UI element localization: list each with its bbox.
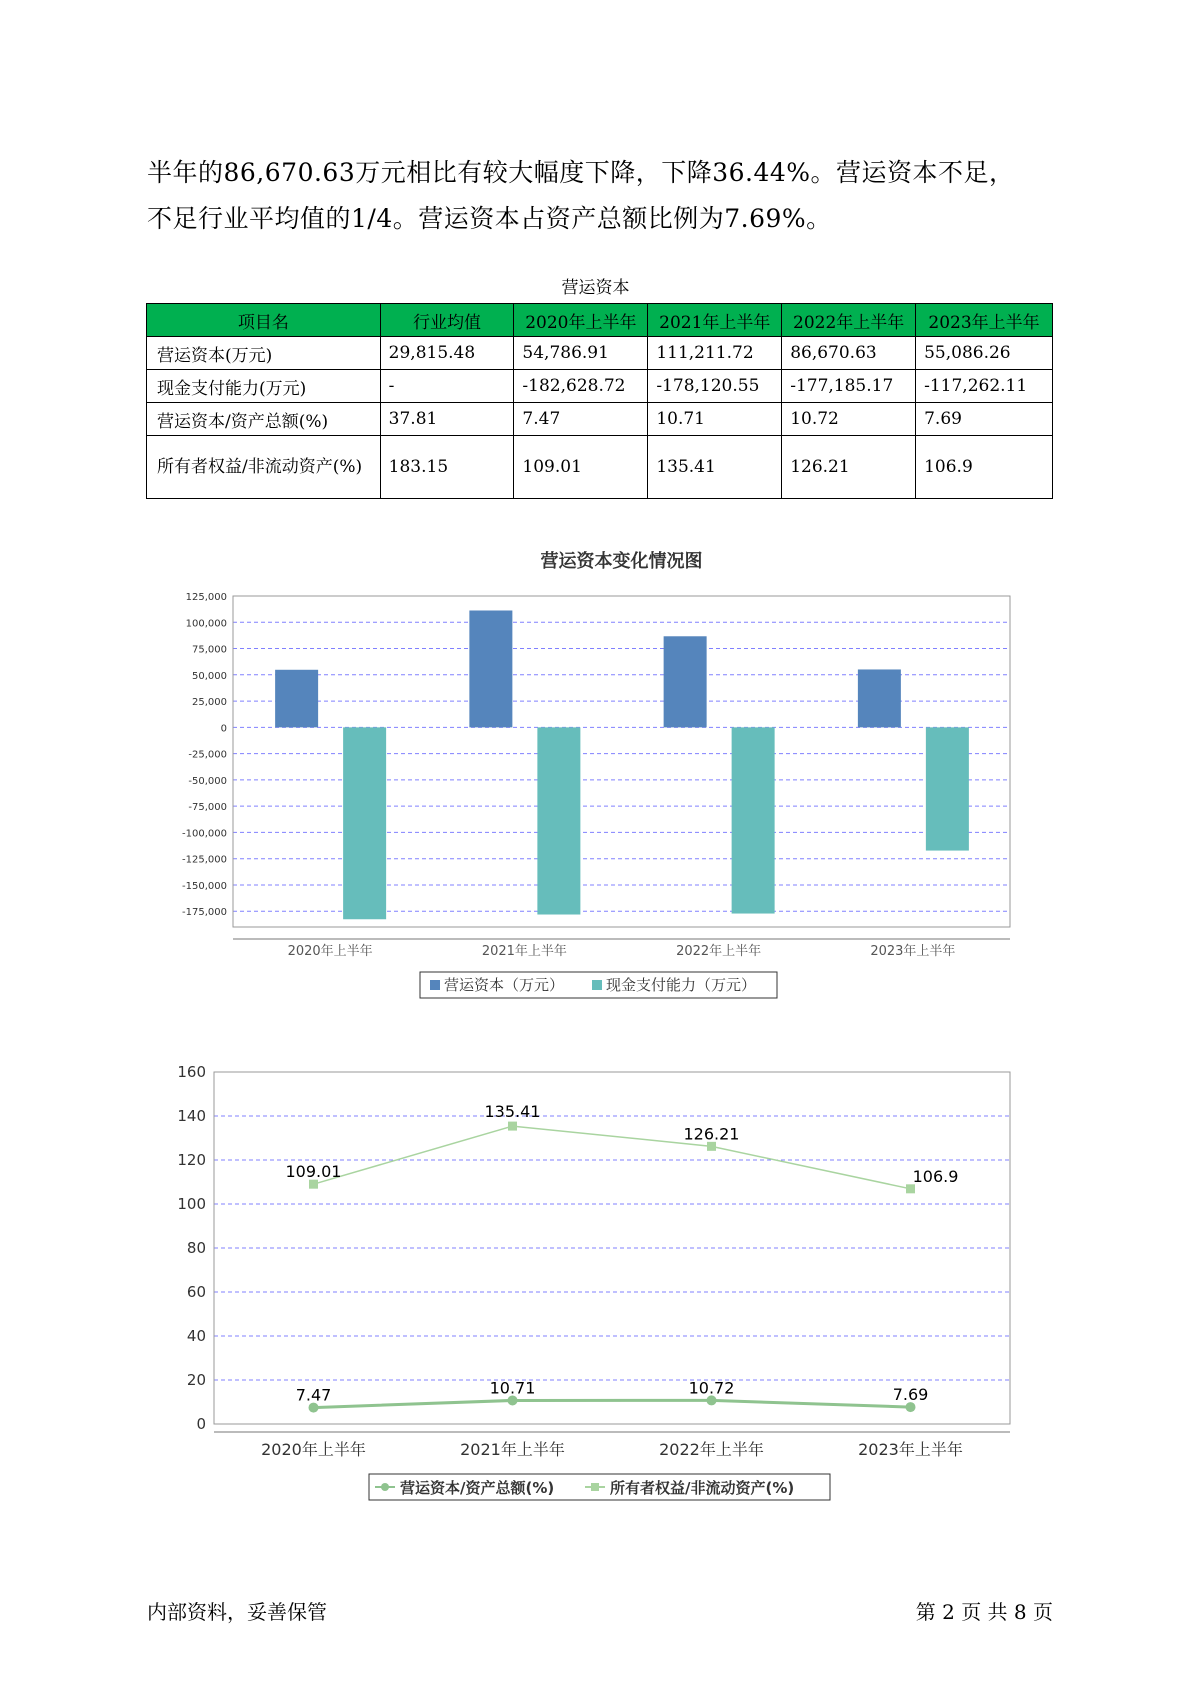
table-cell: 10.72 (782, 403, 916, 436)
y-tick-label: -125,000 (182, 854, 227, 866)
data-label: 106.9 (912, 1166, 959, 1186)
data-point (508, 1122, 517, 1131)
chart-legend (369, 1474, 830, 1500)
table-cell: 营运资本/资产总额(%) (147, 403, 381, 436)
table-cell: -178,120.55 (648, 370, 782, 403)
table-row (147, 403, 1053, 436)
table-cell: 86,670.63 (782, 337, 916, 370)
table-row (147, 370, 1053, 403)
x-tick-label: 2021年上半年 (460, 1440, 565, 1459)
legend-marker (591, 1483, 599, 1491)
bar (926, 727, 969, 850)
legend-label: 现金支付能力（万元） (606, 976, 757, 994)
bar (537, 727, 580, 914)
table-cell: -117,262.11 (916, 370, 1053, 403)
chart-legend (420, 972, 777, 998)
y-tick-label: 140 (177, 1107, 206, 1125)
legend-marker (381, 1483, 389, 1491)
y-tick-label: 20 (186, 1371, 206, 1389)
y-tick-label: 75,000 (192, 644, 227, 656)
bar (275, 670, 318, 728)
paragraph-line: 半年的86,670.63万元相比有较大幅度下降，下降36.44%。营运资本不足， (147, 158, 1015, 187)
data-label: 109.01 (285, 1162, 342, 1182)
footer-page-number: 第 2 页 共 8 页 (915, 1600, 1053, 1624)
data-label: 7.69 (892, 1385, 929, 1405)
y-tick-label: 40 (186, 1327, 206, 1345)
y-tick-label: -25,000 (188, 749, 227, 761)
legend-swatch (430, 980, 440, 990)
data-label: 10.71 (489, 1378, 536, 1398)
x-tick-label: 2021年上半年 (481, 944, 567, 959)
table-row (147, 337, 1053, 370)
line-chart (0, 1045, 1191, 1519)
bar (732, 727, 775, 913)
y-tick-label: -150,000 (182, 880, 227, 892)
y-tick-label: 100,000 (185, 618, 227, 630)
table-header-cell: 2022年上半年 (782, 304, 916, 337)
line-chart-svg (0, 1045, 1191, 1515)
data-label: 135.41 (484, 1102, 541, 1122)
table-cell: 现金支付能力(万元) (147, 370, 381, 403)
working-capital-table (146, 303, 1053, 499)
bar-chart-svg (0, 540, 1191, 1010)
y-tick-label: -50,000 (188, 775, 227, 787)
table-cell: 37.81 (380, 403, 514, 436)
x-tick-label: 2020年上半年 (287, 944, 373, 959)
x-tick-label: 2023年上半年 (858, 1440, 963, 1459)
y-tick-label: 160 (177, 1063, 206, 1081)
legend-swatch (592, 980, 602, 990)
chart-title: 营运资本变化情况图 (540, 551, 703, 572)
table-cell: 55,086.26 (916, 337, 1053, 370)
table-cell: -177,185.17 (782, 370, 916, 403)
data-label: 7.47 (295, 1385, 332, 1405)
table-cell: 10.71 (648, 403, 782, 436)
table-header-cell: 行业均值 (380, 304, 514, 337)
table-cell: 126.21 (782, 436, 916, 499)
y-tick-label: 100 (177, 1195, 206, 1213)
table-header-cell: 项目名 (147, 304, 381, 337)
table-cell: 29,815.48 (380, 337, 514, 370)
table-cell: 所有者权益/非流动资产(%) (147, 436, 381, 499)
table-cell: 111,211.72 (648, 337, 782, 370)
paragraph-line: 不足行业平均值的1/4。营运资本占资产总额比例为7.69%。 (147, 204, 832, 233)
y-tick-label: 125,000 (185, 592, 227, 603)
bar (469, 610, 512, 727)
data-label: 10.72 (688, 1378, 735, 1398)
table-cell: 109.01 (514, 436, 648, 499)
y-tick-label: 25,000 (192, 697, 227, 709)
table-row (147, 436, 1053, 499)
table-cell: 183.15 (380, 436, 514, 499)
table-header-cell: 2021年上半年 (648, 304, 782, 337)
y-tick-label: 50,000 (192, 670, 227, 682)
bar (858, 669, 901, 727)
table-cell: 54,786.91 (514, 337, 648, 370)
series-line (314, 1126, 911, 1189)
y-tick-label: 0 (196, 1415, 206, 1433)
legend-label: 营运资本（万元） (444, 976, 565, 994)
table-cell: 7.47 (514, 403, 648, 436)
data-label: 126.21 (683, 1124, 740, 1144)
x-tick-label: 2022年上半年 (676, 944, 762, 959)
bar-chart (0, 540, 1191, 1014)
y-tick-label: 80 (186, 1239, 206, 1257)
y-tick-label: 0 (220, 723, 227, 735)
intro-paragraph (147, 150, 1052, 242)
y-tick-label: 120 (177, 1151, 206, 1169)
table-cell: -182,628.72 (514, 370, 648, 403)
table-title: 营运资本 (561, 278, 630, 298)
bar (664, 636, 707, 727)
table-header-row (147, 304, 1053, 337)
y-tick-label: -75,000 (188, 802, 227, 814)
table-header-cell: 2023年上半年 (916, 304, 1053, 337)
table-cell: - (380, 370, 514, 403)
x-tick-label: 2023年上半年 (870, 944, 956, 959)
table-cell: 营运资本(万元) (147, 337, 381, 370)
table-cell: 106.9 (916, 436, 1053, 499)
table-cell: 7.69 (916, 403, 1053, 436)
y-tick-label: -100,000 (182, 828, 227, 840)
x-tick-label: 2022年上半年 (659, 1440, 764, 1459)
bar (343, 727, 386, 919)
x-tick-label: 2020年上半年 (261, 1440, 366, 1459)
table-header-cell: 2020年上半年 (514, 304, 648, 337)
footer-confidential-note: 内部资料，妥善保管 (147, 1600, 327, 1624)
legend-label: 所有者权益/非流动资产(%) (610, 1479, 795, 1497)
legend-label: 营运资本/资产总额(%) (400, 1479, 555, 1497)
y-tick-label: 60 (186, 1283, 206, 1301)
y-tick-label: -175,000 (182, 907, 227, 919)
series-line (314, 1400, 911, 1407)
table-cell: 135.41 (648, 436, 782, 499)
